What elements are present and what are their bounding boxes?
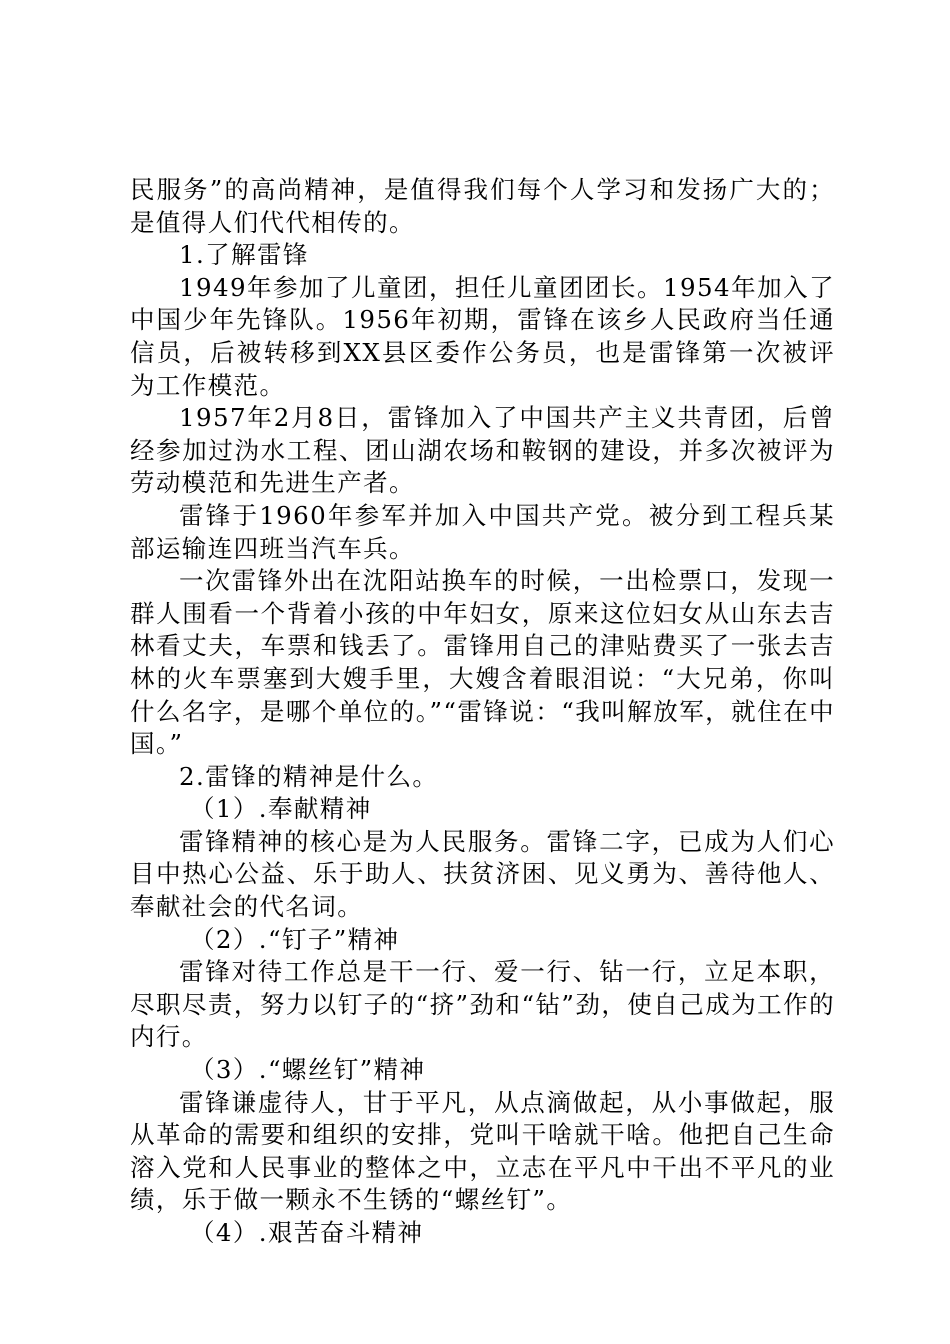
paragraph-body: 1949年参加了儿童团，担任儿童团团长。1954年加入了中国少年先锋队。1956年初期，雷锋在该乡人民政府当任通信员，后被转移到XX县区委作公务员，也是雷锋第一次被评为工作模范。: [130, 272, 835, 400]
subheading-2: （2）.“钉子”精神: [190, 924, 400, 954]
subheading-3: （3）.“螺丝钉”精神: [190, 1055, 426, 1085]
section-heading-1: 1.了解雷锋: [179, 240, 309, 270]
section-heading-2: 2.雷锋的精神是什么。: [179, 761, 439, 791]
paragraph-body: 雷锋谦虚待人，甘于平凡，从点滴做起，从小事做起，服从革命的需要和组织的安排，党叫干啥就干啥。他把自己生命溶入党和人民事业的整体之中，立志在平凡中干出不平凡的业绩，乐于做一颗永不生锈的“螺丝钉”。: [130, 1087, 835, 1215]
paragraph-body: 雷锋于1960年参军并加入中国共产党。被分到工程兵某部运输连四班当汽车兵。: [130, 500, 835, 563]
paragraph-body: 1957年2月8日，雷锋加入了中国共产主义共青团，后曾经参加过沩水工程、团山湖农场和鞍钢的建设，并多次被评为劳动模范和先进生产者。: [130, 403, 835, 498]
paragraph-body: 雷锋精神的核心是为人民服务。雷锋二字，已成为人们心目中热心公益、乐于助人、扶贫济困、见义勇为、善待他人、奉献社会的代名词。: [130, 826, 835, 922]
paragraph-body: 雷锋对待工作总是干一行、爱一行、钻一行，立足本职，尽职尽责，努力以钉子的“挤”劲和“钻”劲，使自己成为工作的内行。: [130, 957, 835, 1052]
subheading-1: （1）.奉献精神: [190, 794, 372, 824]
subheading-4: （4）.艰苦奋斗精神: [190, 1218, 424, 1247]
paragraph-body: 一次雷锋外出在沈阳站换车的时候，一出检票口，发现一群人围看一个背着小孩的中年妇女，原来这位妇女从山东去吉林看丈夫，车票和钱丢了。雷锋用自己的津贴费买了一张去吉林的火车票塞到大嫂手里，大嫂含着眼泪说：“大兄弟，你叫什么名字，是哪个单位的。”“雷锋说：“我叫解放军，就住在中国。”: [130, 566, 835, 759]
paragraph-continuation: 民服务”的高尚精神，是值得我们每个人学习和发扬广大的；是值得人们代代相传的。: [130, 175, 835, 237]
document-body: [130, 174, 835, 1250]
